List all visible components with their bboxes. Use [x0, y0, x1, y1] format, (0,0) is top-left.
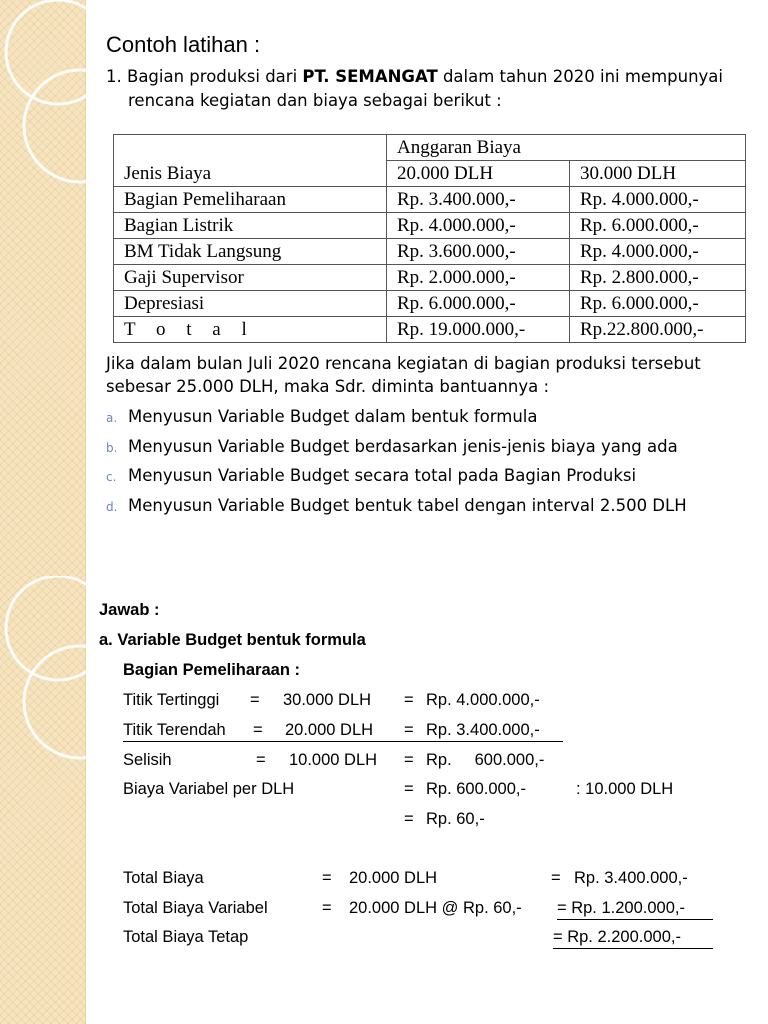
total-30000: Rp.22.800.000,-: [570, 317, 746, 343]
total-biaya-tetap-rp: = Rp. 2.200.000,-: [553, 928, 681, 946]
biaya-variabel-label: Biaya Variabel per DLH: [123, 780, 295, 798]
header-anggaran-biaya: Anggaran Biaya: [387, 135, 746, 161]
total-biaya-tetap-label: Total Biaya Tetap: [123, 928, 249, 946]
slide-heading: Contoh latihan :: [106, 32, 261, 57]
header-jenis-biaya: Jenis Biaya: [114, 135, 387, 187]
problem-statement-line2: rencana kegiatan dan biaya sebagai berikut :: [128, 91, 502, 110]
cost-30000: Rp. 6.000.000,-: [570, 213, 746, 239]
total-biaya-label: Total Biaya: [123, 869, 204, 887]
biaya-variabel-rp: Rp. 600.000,-: [426, 780, 526, 798]
titik-terendah-dlh: 20.000 DLH: [285, 721, 374, 739]
equals-sign: =: [404, 780, 414, 798]
instruction-line1: Jika dalam bulan Juli 2020 rencana kegiatan di bagian produksi tersebut: [106, 354, 701, 373]
titik-tertinggi-label: Titik Tertinggi: [123, 691, 220, 709]
selisih-label: Selisih: [123, 751, 172, 769]
list-marker: d.: [106, 499, 118, 514]
equals-sign: =: [551, 869, 561, 887]
titik-terendah-rp: Rp. 3.400.000,-: [426, 721, 540, 739]
list-marker: b.: [106, 440, 118, 455]
equals-sign: =: [404, 721, 414, 739]
equals-sign: =: [250, 691, 260, 709]
table-row: [114, 187, 746, 213]
list-item: [106, 402, 687, 432]
slide-2: [0, 576, 768, 1024]
task-text: Menyusun Variable Budget secara total pada Bagian Produksi: [128, 466, 637, 485]
cost-30000: Rp. 4.000.000,-: [570, 187, 746, 213]
equals-sign: =: [322, 899, 332, 917]
total-biaya-dlh: 20.000 DLH: [349, 869, 438, 887]
header-20000-dlh: 20.000 DLH: [387, 161, 570, 187]
answer-heading: Jawab :: [99, 601, 160, 619]
equals-sign: =: [322, 869, 332, 887]
problem-text-post: dalam tahun 2020 ini mempunyai: [442, 67, 724, 86]
titik-tertinggi-rp: Rp. 4.000.000,-: [426, 691, 540, 709]
table-row: [114, 213, 746, 239]
total-biaya-variabel-label: Total Biaya Variabel: [123, 899, 268, 917]
task-text: Menyusun Variable Budget dalam bentuk formula: [128, 407, 538, 426]
cost-20000: Rp. 6.000.000,-: [387, 291, 570, 317]
cost-type: Bagian Pemeliharaan: [114, 187, 387, 213]
sub-heading: Bagian Pemeliharaan :: [123, 661, 300, 679]
cost-20000: Rp. 3.400.000,-: [387, 187, 570, 213]
list-item: [106, 491, 687, 521]
equals-sign: =: [404, 691, 414, 709]
problem-text-pre: Bagian produksi dari: [127, 67, 298, 86]
header-30000-dlh: 30.000 DLH: [570, 161, 746, 187]
biaya-variabel-result: Rp. 60,-: [426, 810, 485, 828]
equals-sign: =: [404, 810, 414, 828]
cost-type: Gaji Supervisor: [114, 265, 387, 291]
company-name: PT. SEMANGAT: [302, 67, 438, 86]
cost-type: Bagian Listrik: [114, 213, 387, 239]
budget-table: [113, 134, 746, 343]
table-total-row: [114, 317, 746, 343]
table-row: [114, 265, 746, 291]
equals-sign: =: [256, 751, 266, 769]
list-item: [106, 432, 687, 462]
problem-statement-line1: [106, 67, 723, 86]
problem-number: 1.: [106, 67, 122, 86]
total-biaya-variabel-rp: = Rp. 1.200.000,-: [557, 899, 685, 917]
cost-30000: Rp. 2.800.000,-: [570, 265, 746, 291]
task-list: [106, 402, 687, 520]
cost-30000: Rp. 6.000.000,-: [570, 291, 746, 317]
table-row: [114, 291, 746, 317]
cost-type: Depresiasi: [114, 291, 387, 317]
list-item: [106, 461, 687, 491]
section-a-title: a. Variable Budget bentuk formula: [99, 631, 366, 649]
list-marker: c.: [106, 470, 117, 484]
cost-30000: Rp. 4.000.000,-: [570, 239, 746, 265]
total-20000: Rp. 19.000.000,-: [387, 317, 570, 343]
selisih-rp: Rp. 600.000,-: [426, 751, 545, 769]
cost-type: BM Tidak Langsung: [114, 239, 387, 265]
table-row: [114, 239, 746, 265]
equals-sign: =: [253, 721, 263, 739]
titik-tertinggi-dlh: 30.000 DLH: [283, 691, 372, 709]
biaya-variabel-divisor: : 10.000 DLH: [576, 780, 674, 798]
cost-20000: Rp. 2.000.000,-: [387, 265, 570, 291]
titik-terendah-label: Titik Terendah: [123, 721, 226, 739]
task-text: Menyusun Variable Budget bentuk tabel dengan interval 2.500 DLH: [128, 495, 687, 515]
equals-sign: =: [404, 751, 414, 769]
total-biaya-variabel-calc: 20.000 DLH @ Rp. 60,-: [349, 899, 522, 917]
ring-decoration-icon: [0, 0, 130, 200]
instruction-line2: sebesar 25.000 DLH, maka Sdr. diminta bantuannya :: [106, 377, 550, 396]
list-marker: a.: [106, 411, 118, 425]
total-biaya-rp: Rp. 3.400.000,-: [574, 869, 688, 887]
cost-20000: Rp. 4.000.000,-: [387, 213, 570, 239]
selisih-dlh: 10.000 DLH: [289, 751, 378, 769]
cost-20000: Rp. 3.600.000,-: [387, 239, 570, 265]
table-header-row: [114, 135, 746, 161]
total-label: T o t a l: [114, 317, 387, 343]
task-text: Menyusun Variable Budget berdasarkan jenis-jenis biaya yang ada: [128, 436, 678, 456]
